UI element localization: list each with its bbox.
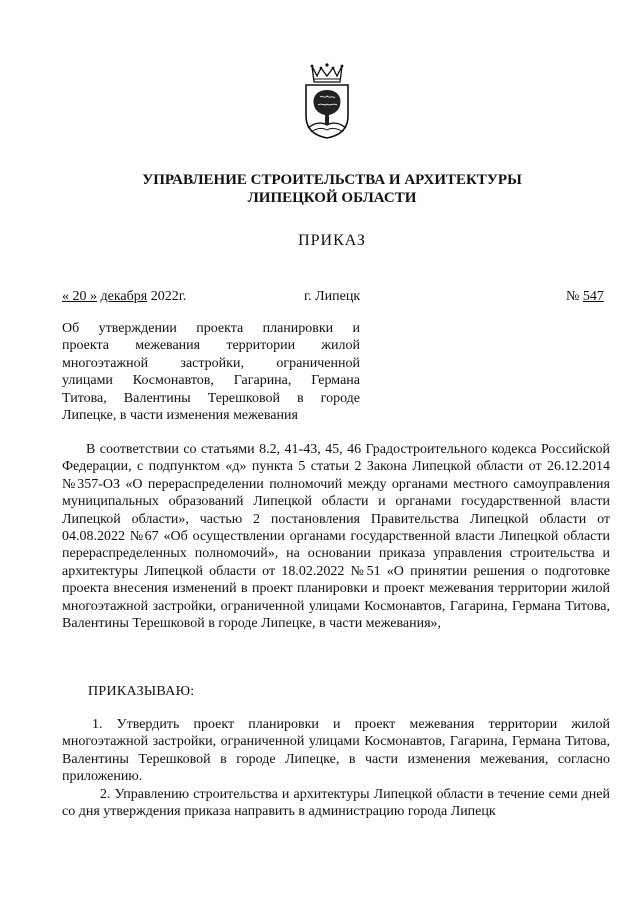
- subject-line: многоэтажной застройки, ограниченной: [62, 355, 360, 371]
- document-city: г. Липецк: [304, 289, 361, 304]
- document-number: [566, 288, 604, 306]
- order-item-2: 2. Управлению строительства и архитектуры Липецкой области в течение семи дней со дня утверждения приказа направить в администрацию города Липецк: [62, 787, 610, 820]
- subject-line: улицами Космонавтов, Гагарина, Германа: [62, 373, 360, 389]
- number-prefix: №: [566, 289, 580, 304]
- subject-line: проекта межевания территории жилой: [62, 338, 360, 354]
- document-subject: [62, 320, 360, 424]
- number-value: 547: [582, 289, 604, 304]
- organization-name-line1: УПРАВЛЕНИЕ СТРОИТЕЛЬСТВА И АРХИТЕКТУРЫ: [142, 172, 522, 188]
- document-date: [62, 288, 186, 306]
- date-year: 2022г.: [150, 289, 187, 304]
- subject-line: Об утверждении проекта планировки и: [62, 321, 360, 336]
- document-type: ПРИКАЗ: [298, 232, 366, 249]
- order-word: ПРИКАЗЫВАЮ:: [88, 684, 195, 699]
- date-day: « 20 »: [62, 289, 97, 304]
- date-month: декабря: [100, 289, 148, 304]
- subject-line: Титова, Валентины Терешковой в городе: [62, 390, 360, 406]
- coat-of-arms-emblem: [298, 62, 356, 140]
- organization-name-line2: ЛИПЕЦКОЙ ОБЛАСТИ: [247, 190, 417, 206]
- order-item-1: 1. Утвердить проект планировки и проект межевания территории жилой многоэтажной застройки, ограниченной улицами Космонавтов, Гагарина, Германа Титова, Валентины Терешковой в городе Липецке, в части изменения межевания, согласно приложению.: [62, 717, 610, 785]
- subject-line: Липецке, в части изменения межевания: [62, 408, 298, 424]
- preamble-paragraph: В соответствии со статьями 8.2, 41-43, 45, 46 Градостроительного кодекса Российской Федерации, с подпунктом «д» пункта 5 статьи 2 Закона Липецкой области от 26.12.2014 №357-ОЗ «О перераспределении полномочий между органами местного самоуправления муниципальных образований Липецкой области и органами государственной власти Липецкой области», частью 2 постановления Правительства Липецкой области от 04.08.2022 №67 «Об осуществлении органами государственной власти Липецкой области перераспределенных полномочий», на основании приказа управления строительства и архитектуры Липецкой области от 18.02.2022 №51 «О принятии решения о подготовке проекта внесения изменений в проект планировки и проект межевания территории жилой многоэтажной застройки, ограниченной улицами Космонавтов, Гагарина, Германа Титова, Валентины Терешковой в городе Липецке, в части межевания»,: [62, 442, 610, 632]
